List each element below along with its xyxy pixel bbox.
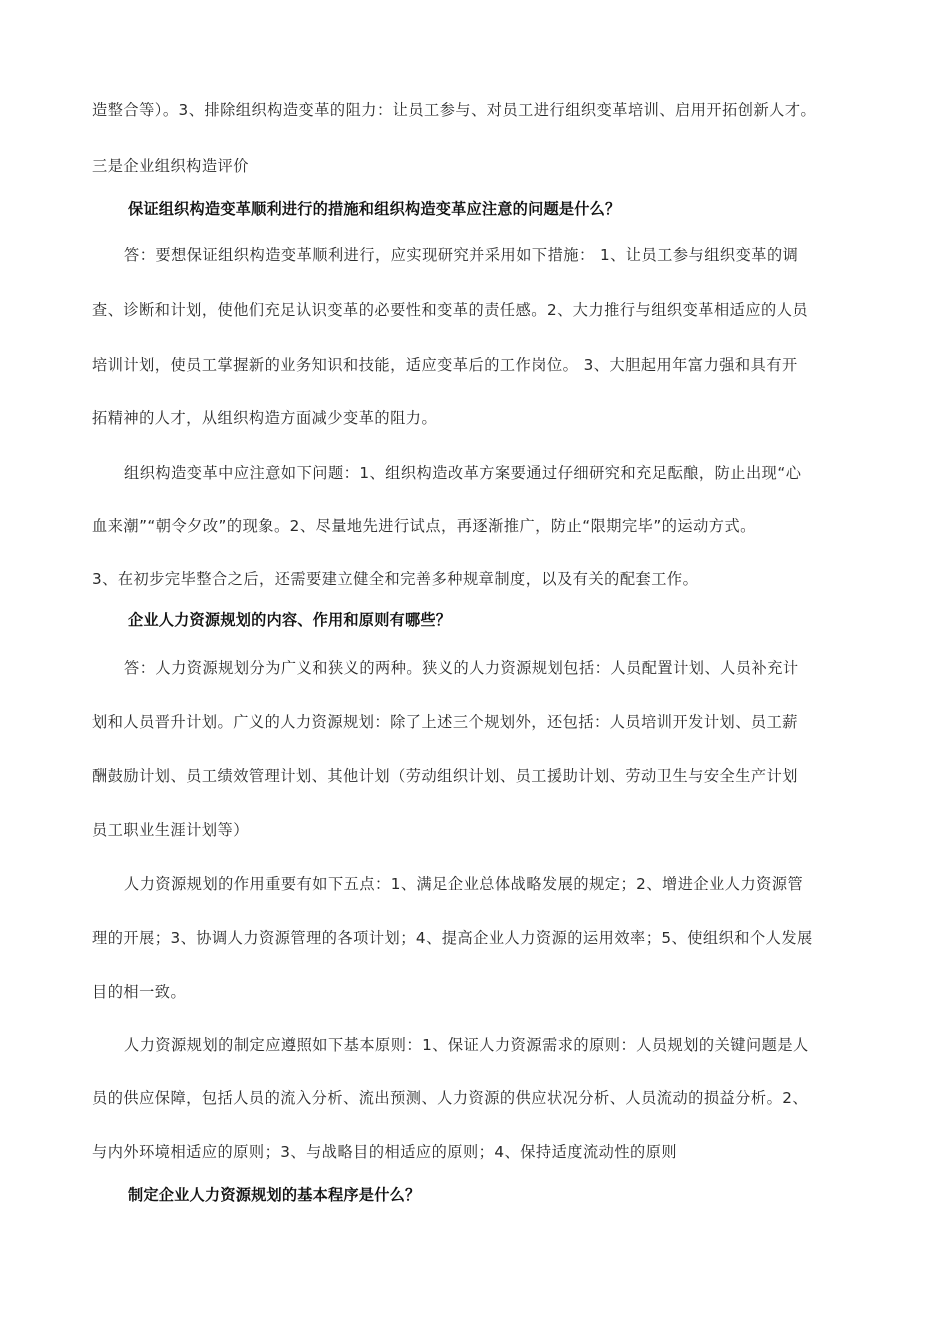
paragraph-line: 组织构造变革中应注意如下问题：1、组织构造改革方案要通过仔细研究和充足酝酿，防止出现“心 [124,464,802,482]
paragraph-line: 血来潮”“朝令夕改”的现象。2、尽量地先进行试点，再逐渐推广，防止“限期完毕”的运动方式。 [92,517,756,535]
paragraph-line: 员的供应保障，包括人员的流入分析、流出预测、人力资源的供应状况分析、人员流动的损益分析。2、 [92,1089,809,1107]
paragraph-line: 造整合等）。3、排除组织构造变革的阻力：让员工参与、对员工进行组织变革培训、启用开拓创新人才。 [92,101,817,119]
paragraph-line: 人力资源规划的作用重要有如下五点：1、满足企业总体战略发展的规定；2、增进企业人力资源管 [124,875,804,893]
paragraph-line: 3、在初步完毕整合之后，还需要建立健全和完善多种规章制度，以及有关的配套工作。 [92,570,699,588]
question-heading: 保证组织构造变革顺利进行的措施和组织构造变革应注意的问题是什么？ [128,200,621,218]
paragraph-line: 酬鼓励计划、员工绩效管理计划、其他计划（劳动组织计划、员工援助计划、劳动卫生与安全生产计划 [92,767,798,785]
paragraph-line: 答：要想保证组织构造变革顺利进行，应实现研究并采用如下措施： 1、让员工参与组织变革的调 [124,246,799,264]
paragraph-line: 人力资源规划的制定应遵照如下基本原则：1、保证人力资源需求的原则：人员规划的关键问题是人 [124,1036,809,1054]
paragraph-line: 查、诊断和计划，使他们充足认识变革的必要性和变革的责任感。2、大力推行与组织变革相适应的人员 [92,301,809,319]
paragraph-line: 目的相一致。 [92,983,187,1001]
paragraph-line: 答：人力资源规划分为广义和狭义的两种。狭义的人力资源规划包括：人员配置计划、人员补充计 [124,659,799,677]
paragraph-line: 划和人员晋升计划。广义的人力资源规划：除了上述三个规划外，还包括：人员培训开发计划、员工薪 [92,713,798,731]
question-heading: 企业人力资源规划的内容、作用和原则有哪些？ [128,611,452,629]
question-heading: 制定企业人力资源规划的基本程序是什么？ [128,1186,421,1204]
paragraph-line: 理的开展；3、协调人力资源管理的各项计划；4、提高企业人力资源的运用效率；5、使组织和个人发展 [92,929,813,947]
paragraph-line: 培训计划，使员工掌握新的业务知识和技能，适应变革后的工作岗位。 3、大胆起用年富力强和具有开 [92,356,798,374]
paragraph-line: 与内外环境相适应的原则；3、与战略目的相适应的原则；4、保持适度流动性的原则 [92,1143,678,1161]
paragraph-line: 拓精神的人才，从组织构造方面减少变革的阻力。 [92,409,438,427]
section-heading: 三是企业组织构造评价 [92,157,249,175]
paragraph-line: 员工职业生涯计划等） [92,821,249,839]
